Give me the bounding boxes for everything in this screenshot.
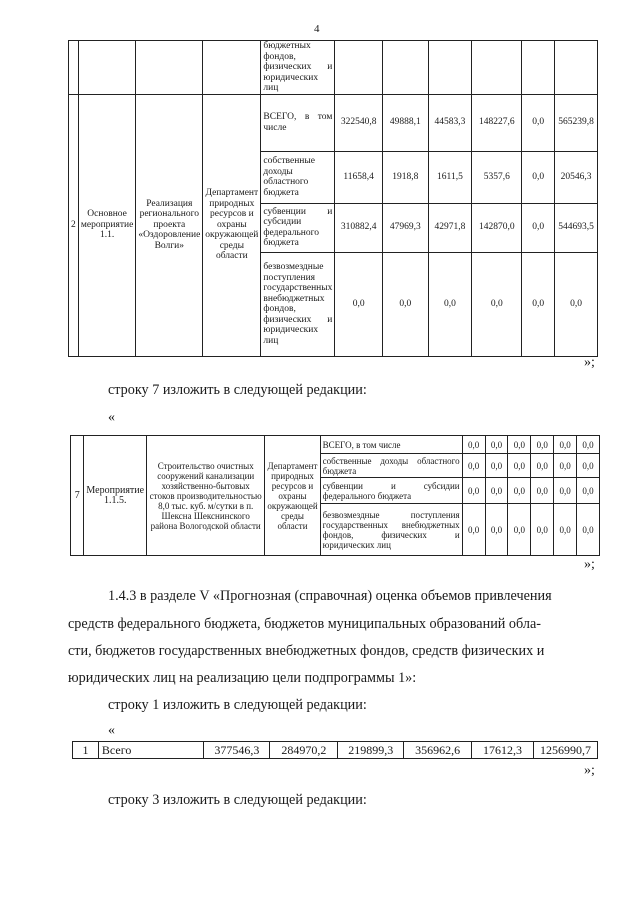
page-number: 4 [314,23,320,35]
row-number: 2 [69,94,79,356]
closing-quote: »; [584,763,595,778]
value-cell: 0,0 [485,436,508,454]
row-number: 1 [73,742,99,759]
value-cell: 0,0 [577,436,600,454]
row-number: 7 [71,436,84,556]
executor: Департамент природных ресурсов и охраны окружающей среды области [203,94,261,356]
value-cell: 0,0 [382,252,428,356]
table-program-measures-1 [68,40,598,357]
table-row [73,742,598,759]
row-label: Всего [98,742,204,759]
value-cell: 0,0 [554,478,577,504]
value-cell: 42971,8 [428,203,472,252]
value-cell: 0,0 [485,504,508,556]
funding-source-cell: собственные доходы областного бюджета [261,151,335,203]
value-cell: 377546,3 [204,742,270,759]
value-cell: 0,0 [462,436,485,454]
value-cell: 47969,3 [382,203,428,252]
value-cell: 0,0 [577,454,600,478]
measure-goal: Строительство очистных сооружений канализации хозяйственно-бытовых стоков производительностью 8,0 тыс. куб. м/сутки в п. Шексна Шекснинского района Вологодской области [147,436,265,556]
table-row [69,94,598,151]
value-cell: 17612,3 [472,742,534,759]
value-cell: 0,0 [485,478,508,504]
value-cell: 0,0 [428,252,472,356]
measure-name: Основное мероприятие 1.1. [78,94,135,356]
value-cell: 1611,5 [428,151,472,203]
value-cell: 0,0 [554,436,577,454]
value-cell: 284970,2 [270,742,338,759]
value-cell: 20546,3 [555,151,598,203]
value-cell: 0,0 [508,436,531,454]
value-cell: 44583,3 [428,94,472,151]
value-cell: 0,0 [522,252,555,356]
value-cell: 0,0 [577,504,600,556]
value-cell: 0,0 [531,504,554,556]
value-cell: 356962,6 [404,742,472,759]
funding-source-cell: собственные доходы областного бюджета [320,454,462,478]
value-cell: 0,0 [522,203,555,252]
table-total-row [72,741,598,759]
value-cell: 11658,4 [335,151,383,203]
value-cell: 0,0 [462,478,485,504]
value-cell: 0,0 [485,454,508,478]
section-paragraph-line: средств федерального бюджета, бюджетов муниципальных образований обла- [68,616,541,632]
value-cell: 1256990,7 [533,742,597,759]
value-cell: 0,0 [472,252,522,356]
value-cell: 142870,0 [472,203,522,252]
value-cell: 1918,8 [382,151,428,203]
instruction-row1: строку 1 изложить в следующей редакции: [108,697,367,713]
closing-quote: »; [584,557,595,572]
value-cell: 0,0 [531,436,554,454]
closing-quote: »; [584,355,595,370]
measure-name: Мероприятие 1.1.5. [84,436,147,556]
value-cell: 0,0 [531,454,554,478]
value-cell: 0,0 [577,478,600,504]
value-cell: 0,0 [522,151,555,203]
value-cell: 49888,1 [382,94,428,151]
value-cell: 0,0 [554,454,577,478]
section-paragraph-line: юридических лиц на реализацию цели подпрограммы 1»: [68,670,417,686]
instruction-row7: строку 7 изложить в следующей редакции: [108,382,367,398]
funding-source-cell: субвенции и субсидии федерального бюджета [320,478,462,504]
table-row [69,41,598,95]
section-paragraph-line: сти, бюджетов государственных внебюджетных фондов, средств физических и [68,643,545,659]
value-cell: 565239,8 [555,94,598,151]
value-cell: 544693,5 [555,203,598,252]
value-cell: 310882,4 [335,203,383,252]
value-cell: 0,0 [508,478,531,504]
value-cell: 0,0 [555,252,598,356]
funding-source-cell: ВСЕГО, в том числе [261,94,335,151]
funding-source-cell: безвозмездные поступления государственных внебюджетных фондов, физических и юридических лиц [261,252,335,356]
opening-quote: « [108,723,115,738]
section-paragraph-line: 1.4.3 в разделе V «Прогнозная (справочная) оценка объемов привлечения [108,588,552,604]
value-cell: 322540,8 [335,94,383,151]
value-cell: 0,0 [531,478,554,504]
funding-source-cell: субвенции и субсидии федерального бюджета [261,203,335,252]
instruction-row3: строку 3 изложить в следующей редакции: [108,792,367,808]
value-cell: 0,0 [554,504,577,556]
value-cell: 0,0 [462,454,485,478]
measure-goal: Реализация регионального проекта «Оздоровление Волги» [136,94,203,356]
value-cell: 0,0 [462,504,485,556]
value-cell: 0,0 [522,94,555,151]
funding-source-cell: безвозмездные поступления государственных внебюджетных фондов, физических и юридических лиц [320,504,462,556]
value-cell: 0,0 [508,504,531,556]
value-cell: 0,0 [335,252,383,356]
value-cell: 148227,6 [472,94,522,151]
funding-source-cell: бюджетных фондов, физических и юридических лиц [261,41,335,95]
value-cell: 0,0 [508,454,531,478]
executor: Департамент природных ресурсов и охраны окружающей среды области [265,436,320,556]
table-measure-1-1-5 [70,435,600,556]
opening-quote: « [108,410,115,425]
value-cell: 5357,6 [472,151,522,203]
funding-source-cell: ВСЕГО, в том числе [320,436,462,454]
value-cell: 219899,3 [338,742,404,759]
table-row [71,436,600,454]
